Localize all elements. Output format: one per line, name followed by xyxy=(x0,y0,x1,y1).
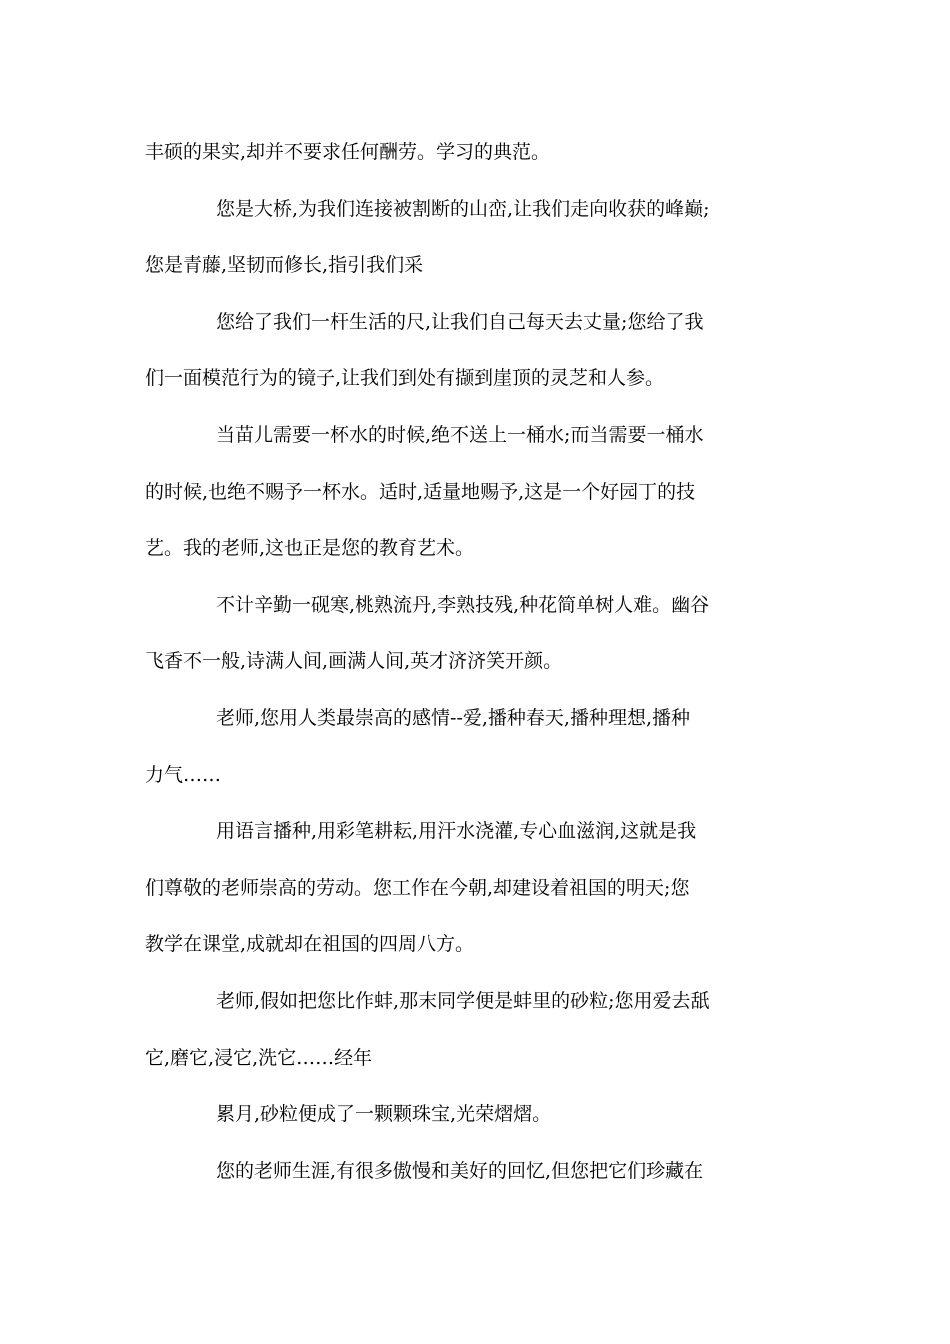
text-line: 力气…… xyxy=(145,763,222,786)
text-line: 它,磨它,浸它,洗它……经年 xyxy=(145,1046,373,1069)
text-line: 不计辛勤一砚寒,桃熟流丹,李熟技残,种花简单树人难。幽谷 xyxy=(216,593,710,616)
text-line: 艺。我的老师,这也正是您的教育艺术。 xyxy=(145,537,475,560)
text-line: 飞香不一般,诗满人间,画满人间,英才济济笑开颜。 xyxy=(145,650,563,673)
text-line: 的时候,也绝不赐予一杯水。适时,适量地赐予,这是一个好园丁的技 xyxy=(145,480,696,503)
text-line: 您是大桥,为我们连接被割断的山峦,让我们走向收获的峰巅; xyxy=(216,197,710,220)
text-line: 您给了我们一杆生活的尺,让我们自己每天去丈量;您给了我 xyxy=(216,310,704,333)
text-line: 累月,砂粒便成了一颗颗珠宝,光荣熠熠。 xyxy=(216,1103,552,1126)
text-line: 您是青藤,坚韧而修长,指引我们采 xyxy=(145,254,424,277)
text-line: 老师,您用人类最崇高的感情--爱,播种春天,播种理想,播种 xyxy=(216,706,690,729)
text-line: 用语言播种,用彩笔耕耘,用汗水浇灌,专心血滋润,这就是我 xyxy=(216,820,697,843)
text-line: 当苗儿需要一杯水的时候,绝不送上一桶水;而当需要一桶水 xyxy=(216,423,704,446)
text-line: 教学在课堂,成就却在祖国的四周八方。 xyxy=(145,933,475,956)
text-line: 丰硕的果实,却并不要求任何酬劳。学习的典范。 xyxy=(145,141,551,163)
text-line: 老师,假如把您比作蚌,那末同学便是蚌里的砂粒;您用爱去舐 xyxy=(216,989,710,1012)
text-line: 们尊敬的老师崇高的劳动。您工作在今朝,却建设着祖国的明天;您 xyxy=(145,876,690,899)
text-line: 们一面模范行为的镜子,让我们到处有撷到崖顶的灵芝和人参。 xyxy=(145,367,665,390)
text-line: 您的老师生涯,有很多傲慢和美好的回忆,但您把它们珍藏在 xyxy=(216,1159,704,1182)
body-text xyxy=(145,133,805,1208)
